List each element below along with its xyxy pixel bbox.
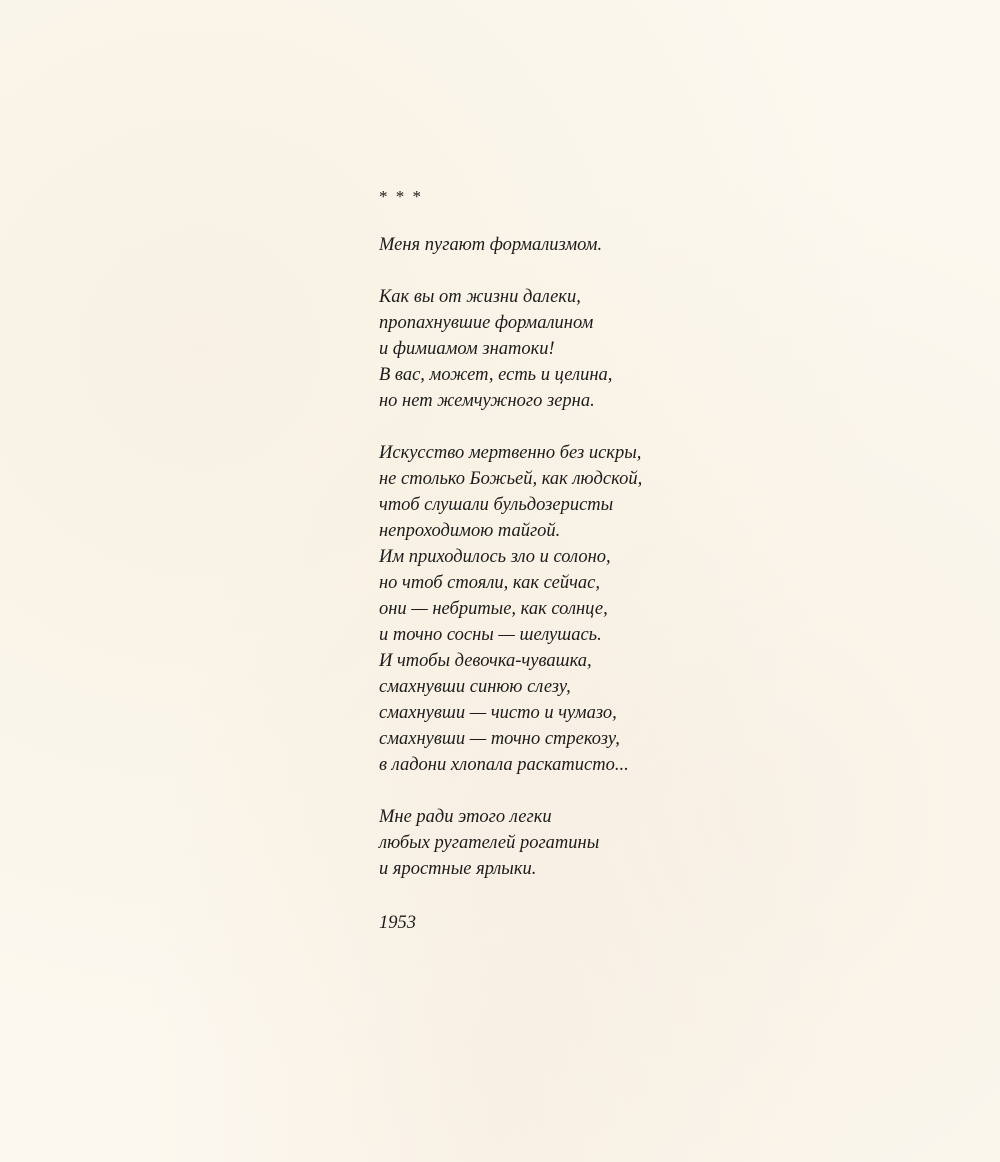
verse-line: Искусство мертвенно без искры, (379, 443, 642, 463)
poem-epigraph: Меня пугают формализмом. (379, 235, 603, 255)
verse-line: В вас, может, есть и целина, (379, 365, 613, 385)
verse-line: чтоб слушали бульдозеристы (379, 495, 614, 515)
verse-line: они — небритые, как солнце, (379, 599, 608, 619)
verse-line: непроходимою тайгой. (379, 521, 561, 541)
poem-year: 1953 (379, 913, 416, 933)
verse-line: и точно сосны — шелушась. (379, 625, 602, 645)
stanza-1 (379, 284, 759, 414)
verse-line: и фимиамом знатоки! (379, 339, 555, 359)
verse-line: смахнувши синюю слезу, (379, 677, 571, 697)
verse-line: И чтобы девочка-чувашка, (379, 651, 592, 671)
stanza-3 (379, 804, 759, 882)
verse-line: Им приходилось зло и солоно, (379, 547, 611, 567)
verse-line: не столько Божьей, как людской, (379, 469, 643, 489)
verse-line: Мне ради этого легки (379, 807, 552, 827)
verse-line: и яростные ярлыки. (379, 859, 537, 879)
poem-separator: * * * (379, 187, 423, 206)
verse-line: смахнувши — точно стрекозу, (379, 729, 620, 749)
verse-line: пропахнувшие формалином (379, 313, 594, 333)
verse-line: любых ругателей рогатины (379, 833, 600, 853)
verse-line: но чтоб стояли, как сейчас, (379, 573, 600, 593)
verse-line: в ладони хлопала раскатисто... (379, 755, 629, 775)
verse-line: но нет жемчужного зерна. (379, 391, 595, 411)
verse-line: Как вы от жизни далеки, (379, 287, 581, 307)
stanza-2 (379, 440, 759, 778)
verse-line: смахнувши — чисто и чумазо, (379, 703, 617, 723)
poem (379, 184, 759, 936)
